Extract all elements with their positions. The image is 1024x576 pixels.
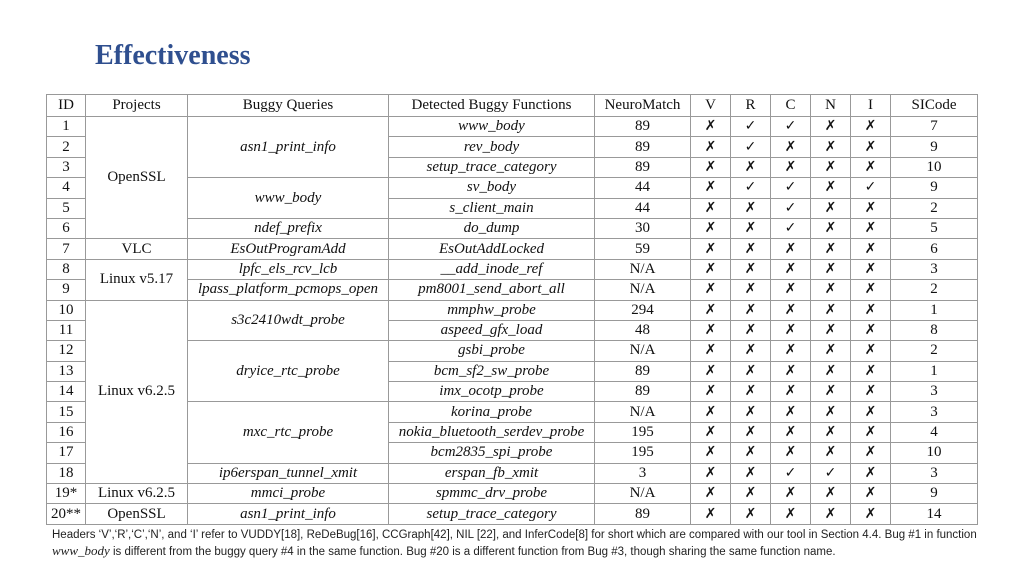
row-id: 20** [47,504,86,524]
result-mark-v: ✗ [691,178,731,198]
result-mark-v: ✗ [691,504,731,524]
result-mark-c: ✓ [771,198,811,218]
result-mark-c: ✗ [771,341,811,361]
buggy-query-cell: dryice_rtc_probe [188,341,389,402]
result-mark-r: ✓ [731,137,771,157]
footnote-part1: Headers ‘V’,‘R’,‘C’,‘N’, and ‘I’ refer to VUDDY[18], ReDeBug[16], CCGraph[42], NIL [22], and InferCode[8] for short which are compared with our tool in Section 4.4. Bug #1 in function [52,529,977,541]
result-mark-n: ✗ [811,504,851,524]
result-mark-r: ✗ [731,198,771,218]
table-row [47,117,978,137]
neuromatch-cell: 294 [595,300,691,320]
buggy-query-cell: mxc_rtc_probe [188,402,389,463]
result-mark-c: ✗ [771,443,811,463]
row-id: 2 [47,137,86,157]
row-id: 4 [47,178,86,198]
footnote-part2: is different from the buggy query #4 in the same function. Bug #20 is a different function from Bug #3, though sharing the same function name. [109,546,836,558]
detected-function-cell: spmmc_drv_probe [389,484,595,504]
row-id: 18 [47,463,86,483]
sicode-cell: 3 [891,382,978,402]
neuromatch-cell: N/A [595,402,691,422]
sicode-cell: 10 [891,443,978,463]
result-mark-n: ✗ [811,117,851,137]
result-mark-v: ✗ [691,239,731,259]
result-mark-i: ✗ [851,300,891,320]
row-id: 8 [47,259,86,279]
result-mark-n: ✗ [811,422,851,442]
sicode-cell: 3 [891,463,978,483]
result-mark-c: ✗ [771,484,811,504]
table-row [47,504,978,524]
buggy-query-cell: s3c2410wdt_probe [188,300,389,341]
result-mark-c: ✓ [771,463,811,483]
project-cell: Linux v5.17 [86,259,188,300]
result-mark-i: ✗ [851,198,891,218]
project-cell: OpenSSL [86,504,188,524]
neuromatch-cell: 89 [595,117,691,137]
result-mark-i: ✗ [851,361,891,381]
buggy-query-cell: lpfc_els_rcv_lcb [188,259,389,279]
result-mark-v: ✗ [691,218,731,238]
header-id: ID [47,95,86,117]
result-mark-v: ✗ [691,300,731,320]
result-mark-c: ✗ [771,239,811,259]
result-mark-v: ✗ [691,137,731,157]
result-mark-r: ✓ [731,117,771,137]
result-mark-i: ✗ [851,463,891,483]
sicode-cell: 3 [891,402,978,422]
sicode-cell: 8 [891,320,978,340]
result-mark-i: ✓ [851,178,891,198]
header-row [47,95,978,117]
result-mark-v: ✗ [691,484,731,504]
detected-function-cell: sv_body [389,178,595,198]
neuromatch-cell: 59 [595,239,691,259]
detected-function-cell: erspan_fb_xmit [389,463,595,483]
result-mark-r: ✓ [731,178,771,198]
sicode-cell: 9 [891,178,978,198]
result-mark-r: ✗ [731,402,771,422]
neuromatch-cell: 48 [595,320,691,340]
detected-function-cell: gsbi_probe [389,341,595,361]
project-cell: OpenSSL [86,117,188,239]
result-mark-r: ✗ [731,320,771,340]
result-mark-c: ✗ [771,280,811,300]
header-neuromatch: NeuroMatch [595,95,691,117]
result-mark-v: ✗ [691,157,731,177]
neuromatch-cell: 3 [595,463,691,483]
detected-function-cell: __add_inode_ref [389,259,595,279]
table-row [47,484,978,504]
row-id: 15 [47,402,86,422]
result-mark-c: ✗ [771,422,811,442]
result-mark-c: ✗ [771,137,811,157]
result-mark-r: ✗ [731,463,771,483]
result-mark-v: ✗ [691,198,731,218]
result-mark-v: ✗ [691,280,731,300]
result-mark-i: ✗ [851,443,891,463]
result-mark-c: ✗ [771,320,811,340]
header-projects: Projects [86,95,188,117]
result-mark-r: ✗ [731,218,771,238]
result-mark-n: ✗ [811,137,851,157]
neuromatch-cell: 30 [595,218,691,238]
result-mark-n: ✗ [811,341,851,361]
neuromatch-cell: N/A [595,259,691,279]
row-id: 11 [47,320,86,340]
results-body [47,117,978,525]
result-mark-c: ✓ [771,178,811,198]
sicode-cell: 2 [891,341,978,361]
sicode-cell: 10 [891,157,978,177]
result-mark-i: ✗ [851,157,891,177]
row-id: 17 [47,443,86,463]
result-mark-r: ✗ [731,239,771,259]
footnote-function: www_body [52,543,110,558]
result-mark-r: ✗ [731,422,771,442]
row-id: 10 [47,300,86,320]
buggy-query-cell: lpass_platform_pcmops_open [188,280,389,300]
neuromatch-cell: 89 [595,504,691,524]
detected-function-cell: imx_ocotp_probe [389,382,595,402]
result-mark-r: ✗ [731,341,771,361]
result-mark-v: ✗ [691,382,731,402]
row-id: 6 [47,218,86,238]
table-row [47,300,978,320]
slide-title: Effectiveness [95,40,251,71]
neuromatch-cell: N/A [595,341,691,361]
result-mark-c: ✗ [771,382,811,402]
project-cell: Linux v6.2.5 [86,484,188,504]
result-mark-i: ✗ [851,484,891,504]
detected-function-cell: setup_trace_category [389,157,595,177]
result-mark-c: ✗ [771,504,811,524]
detected-function-cell: nokia_bluetooth_serdev_probe [389,422,595,442]
result-mark-n: ✗ [811,198,851,218]
table-row [47,259,978,279]
detected-function-cell: mmphw_probe [389,300,595,320]
detected-function-cell: www_body [389,117,595,137]
header-detected-functions: Detected Buggy Functions [389,95,595,117]
header-n: N [811,95,851,117]
detected-function-cell: aspeed_gfx_load [389,320,595,340]
buggy-query-cell: ndef_prefix [188,218,389,238]
result-mark-r: ✗ [731,504,771,524]
result-mark-v: ✗ [691,422,731,442]
result-mark-n: ✗ [811,484,851,504]
row-id: 16 [47,422,86,442]
sicode-cell: 1 [891,361,978,381]
result-mark-i: ✗ [851,280,891,300]
sicode-cell: 6 [891,239,978,259]
result-mark-i: ✗ [851,117,891,137]
header-sicode: SICode [891,95,978,117]
result-mark-n: ✗ [811,382,851,402]
sicode-cell: 7 [891,117,978,137]
header-r: R [731,95,771,117]
sicode-cell: 3 [891,259,978,279]
detected-function-cell: pm8001_send_abort_all [389,280,595,300]
neuromatch-cell: 44 [595,198,691,218]
result-mark-v: ✗ [691,443,731,463]
result-mark-r: ✗ [731,259,771,279]
neuromatch-cell: 195 [595,443,691,463]
row-id: 14 [47,382,86,402]
buggy-query-cell: ip6erspan_tunnel_xmit [188,463,389,483]
result-mark-i: ✗ [851,422,891,442]
result-mark-v: ✗ [691,117,731,137]
result-mark-r: ✗ [731,280,771,300]
table-row [47,239,978,259]
result-mark-n: ✗ [811,361,851,381]
detected-function-cell: bcm2835_spi_probe [389,443,595,463]
detected-function-cell: setup_trace_category [389,504,595,524]
sicode-cell: 14 [891,504,978,524]
buggy-query-cell: www_body [188,178,389,219]
neuromatch-cell: 89 [595,361,691,381]
sicode-cell: 4 [891,422,978,442]
detected-function-cell: EsOutAddLocked [389,239,595,259]
result-mark-v: ✗ [691,402,731,422]
result-mark-n: ✗ [811,320,851,340]
result-mark-n: ✗ [811,218,851,238]
result-mark-i: ✗ [851,239,891,259]
result-mark-n: ✗ [811,178,851,198]
detected-function-cell: s_client_main [389,198,595,218]
result-mark-i: ✗ [851,341,891,361]
result-mark-c: ✓ [771,218,811,238]
sicode-cell: 2 [891,280,978,300]
result-mark-v: ✗ [691,361,731,381]
header-c: C [771,95,811,117]
result-mark-c: ✗ [771,300,811,320]
neuromatch-cell: N/A [595,280,691,300]
neuromatch-cell: 89 [595,382,691,402]
result-mark-i: ✗ [851,218,891,238]
sicode-cell: 9 [891,484,978,504]
neuromatch-cell: 44 [595,178,691,198]
result-mark-r: ✗ [731,382,771,402]
result-mark-c: ✗ [771,402,811,422]
neuromatch-cell: 89 [595,157,691,177]
result-mark-r: ✗ [731,361,771,381]
result-mark-r: ✗ [731,484,771,504]
sicode-cell: 5 [891,218,978,238]
result-mark-n: ✗ [811,259,851,279]
project-cell: Linux v6.2.5 [86,300,188,484]
result-mark-c: ✗ [771,157,811,177]
result-mark-v: ✗ [691,259,731,279]
result-mark-i: ✗ [851,382,891,402]
detected-function-cell: rev_body [389,137,595,157]
header-v: V [691,95,731,117]
result-mark-v: ✗ [691,463,731,483]
footnote [52,528,982,560]
neuromatch-cell: 89 [595,137,691,157]
result-mark-n: ✓ [811,463,851,483]
row-id: 5 [47,198,86,218]
result-mark-c: ✓ [771,117,811,137]
result-mark-i: ✗ [851,402,891,422]
result-mark-c: ✗ [771,259,811,279]
row-id: 3 [47,157,86,177]
result-mark-n: ✗ [811,443,851,463]
project-cell: VLC [86,239,188,259]
result-mark-c: ✗ [771,361,811,381]
buggy-query-cell: asn1_print_info [188,117,389,178]
row-id: 1 [47,117,86,137]
row-id: 13 [47,361,86,381]
result-mark-i: ✗ [851,137,891,157]
result-mark-i: ✗ [851,320,891,340]
detected-function-cell: korina_probe [389,402,595,422]
neuromatch-cell: 195 [595,422,691,442]
result-mark-r: ✗ [731,300,771,320]
result-mark-n: ✗ [811,239,851,259]
buggy-query-cell: EsOutProgramAdd [188,239,389,259]
detected-function-cell: bcm_sf2_sw_probe [389,361,595,381]
results-table [46,94,978,525]
neuromatch-cell: N/A [595,484,691,504]
sicode-cell: 1 [891,300,978,320]
result-mark-v: ✗ [691,341,731,361]
sicode-cell: 2 [891,198,978,218]
detected-function-cell: do_dump [389,218,595,238]
sicode-cell: 9 [891,137,978,157]
buggy-query-cell: mmci_probe [188,484,389,504]
row-id: 9 [47,280,86,300]
result-mark-v: ✗ [691,320,731,340]
header-buggy-queries: Buggy Queries [188,95,389,117]
result-mark-r: ✗ [731,443,771,463]
result-mark-i: ✗ [851,259,891,279]
result-mark-r: ✗ [731,157,771,177]
result-mark-n: ✗ [811,280,851,300]
result-mark-n: ✗ [811,157,851,177]
header-i: I [851,95,891,117]
buggy-query-cell: asn1_print_info [188,504,389,524]
row-id: 19* [47,484,86,504]
result-mark-n: ✗ [811,402,851,422]
result-mark-i: ✗ [851,504,891,524]
row-id: 12 [47,341,86,361]
row-id: 7 [47,239,86,259]
result-mark-n: ✗ [811,300,851,320]
